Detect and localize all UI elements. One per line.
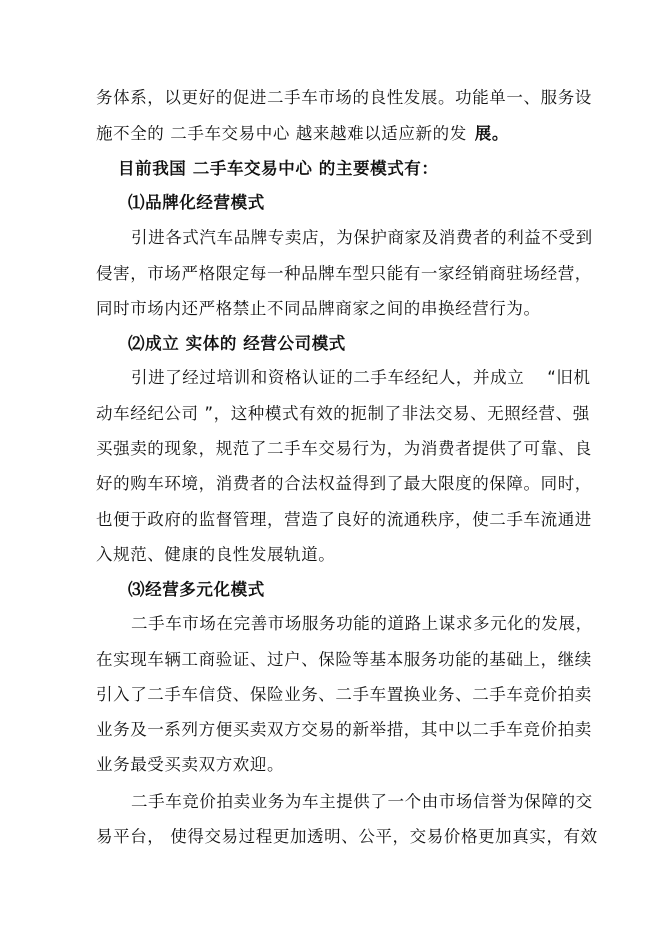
mode1-line-3: 同时市场内还严格禁止不同品牌商家之间的串换经营行为。 [96,299,541,318]
mode3-line-4: 业务及一系列方便买卖双方交易的新举措，其中以二手车竞价拍卖 [96,720,592,739]
mode2-line-3: 买强卖的现象，规范了二手车交易行为，为消费者提供了可靠、良 [96,439,592,458]
mode1-line-2: 侵害，市场严格限定每一种品牌车型只能有一家经销商驻场经营， [96,264,592,283]
intro-line-2 [96,124,509,144]
mode3-line-1: 二手车市场在完善市场服务功能的道路上谋求多元化的发展， [131,614,593,633]
intro-line-2-text: 施不全的 二手车交易中心 越来越难以适应新的发 [96,124,467,143]
mode2-heading: ⑵成立 实体的 经营公司模式 [128,334,346,353]
closing-line-2: 易平台， 使得交易过程更加透明、公平，交易价格更加真实，有效 [96,827,598,846]
mode2-line-4: 好的购车环境，消费者的合法权益得到了最大限度的保障。同时， [96,474,592,493]
intro-line-2-end: 展。 [474,124,509,143]
closing-line-1: 二手车竞价拍卖业务为车主提供了一个由市场信誉为保障的交 [131,792,593,811]
mode1-heading: ⑴品牌化经营模式 [128,193,265,212]
mode2-line-5: 也便于政府的监督管理，营造了良好的流通秩序，使二手车流通进 [96,510,592,529]
mode2-line-2: 动车经纪公司 ”，这种模式有效的扼制了非法交易、无照经营、强 [96,404,590,423]
intro-line-1: 务体系，以更好的促进二手车市场的良性发展。功能单一、服务设 [96,88,592,107]
mode3-line-3: 引入了二手车信贷、保险业务、二手车置换业务、二手车竞价拍卖 [96,685,592,704]
mode1-line-1: 引进各式汽车品牌专卖店，为保护商家及消费者的利益不受到 [131,228,593,247]
mode3-heading: ⑶经营多元化模式 [128,580,265,599]
mode2-line-6: 入规范、健康的良性发展轨道。 [96,545,336,564]
mode3-line-5: 业务最受买卖双方欢迎。 [96,755,285,774]
modes-heading: 目前我国 二手车交易中心 的主要模式有： [118,159,439,178]
mode2-line-1: 引进了经过培训和资格认证的二手车经纪人，并成立 “旧机 [131,368,591,387]
mode3-line-2: 在实现车辆工商验证、过户、保险等基本服务功能的基础上，继续 [96,650,592,669]
